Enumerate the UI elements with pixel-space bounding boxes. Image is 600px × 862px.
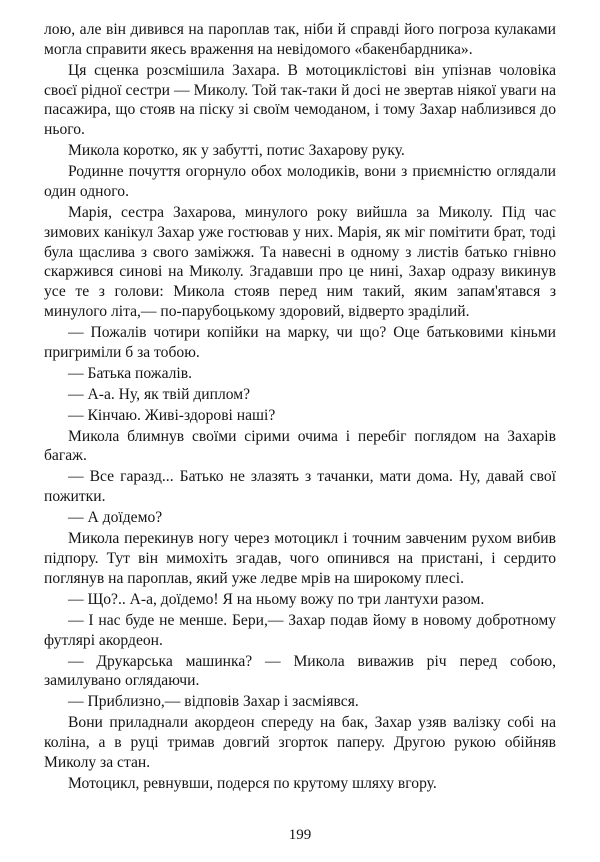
dialogue-line: — Приблизно,— відповів Захар і засміявся. — [68, 693, 359, 711]
paragraph: Микола коротко, як у забутті, потис Захарову руку. — [68, 142, 405, 160]
paragraph: Марія, сестра Захарова, минулого року вийшла за Миколу. Під час зимових канікул Захар уже гостював у них. Марія, як міг помітити брат, тоді була щаслива з свого заміжжя. Та навесні в одному з листів батько гнівно скаржився синові на Миколу. Згадавши про це нині, Захар одразу викинув усе те з голови: Микола стояв перед ним такий, яким запам'ятався з минулого літа,— по-парубоцькому здоровий, відверто зраділий. — [44, 203, 556, 320]
page-number: 199 — [288, 827, 312, 843]
dialogue-line: — Що?.. А-а, доїдемо! Я на ньому вожу по три лантухи разом. — [68, 590, 485, 608]
dialogue-line: — Пожалів чотири копійки на марку, чи що? Оце батьковими кіньми пригриміли б за тобою. — [44, 323, 556, 361]
dialogue-line: — А-а. Ну, як твій диплом? — [68, 385, 251, 403]
dialogue-line: — Батька пожалів. — [68, 364, 193, 382]
dialogue-line: — А доїдемо? — [68, 509, 163, 527]
page-body — [44, 20, 556, 795]
dialogue-line: — І нас буде не менше. Бери,— Захар подав йому в новому добротному футлярі акордеон. — [44, 611, 556, 649]
paragraph: Вони приладнали акордеон спереду на бак, Захар узяв валізку собі на коліна, а в руці тримав довгий згорток паперу. Другою рукою обійняв Миколу за стан. — [44, 714, 556, 771]
dialogue-line: — Кінчаю. Живі-здорові наші? — [68, 406, 276, 424]
paragraph: Микола перекинув ногу через мотоцикл і точним завченим рухом вибив підпору. Тут він мимохіть згадав, чого опинився на пристані, і сердито поглянув на пароплав, який уже ледве мрів на широкому плесі. — [44, 530, 556, 587]
paragraph: Микола блимнув своїми сірими очима і перебіг поглядом на Захарів багаж. — [44, 427, 556, 465]
paragraph: Мотоцикл, ревнувши, подерся по крутому шляху вгору. — [68, 774, 437, 792]
paragraph: Ця сценка розсмішила Захара. В мотоциклістові він упізнав чоловіка своєї рідної сестри — Миколу. Той так-таки й досі не звертав ніякої уваги на пасажира, що стояв на піску зі своїм чемоданом, і тому Захар наблизився до нього. — [44, 61, 556, 139]
dialogue-line: — Все гаразд... Батько не злазять з тачанки, мати дома. Ну, давай свої пожитки. — [44, 468, 556, 506]
paragraph: Родинне почуття огорнуло обох молодиків, вони з приємністю оглядали один одного. — [44, 163, 556, 200]
dialogue-line: — Друкарська машинка? — Микола виважив річ перед собою, замилувано оглядаючи. — [44, 652, 556, 690]
paragraph: лою, але він дивився на пароплав так, ніби й справді його погроза кулаками могла справити якесь враження на невідомого «бакенбардника». — [44, 21, 556, 58]
